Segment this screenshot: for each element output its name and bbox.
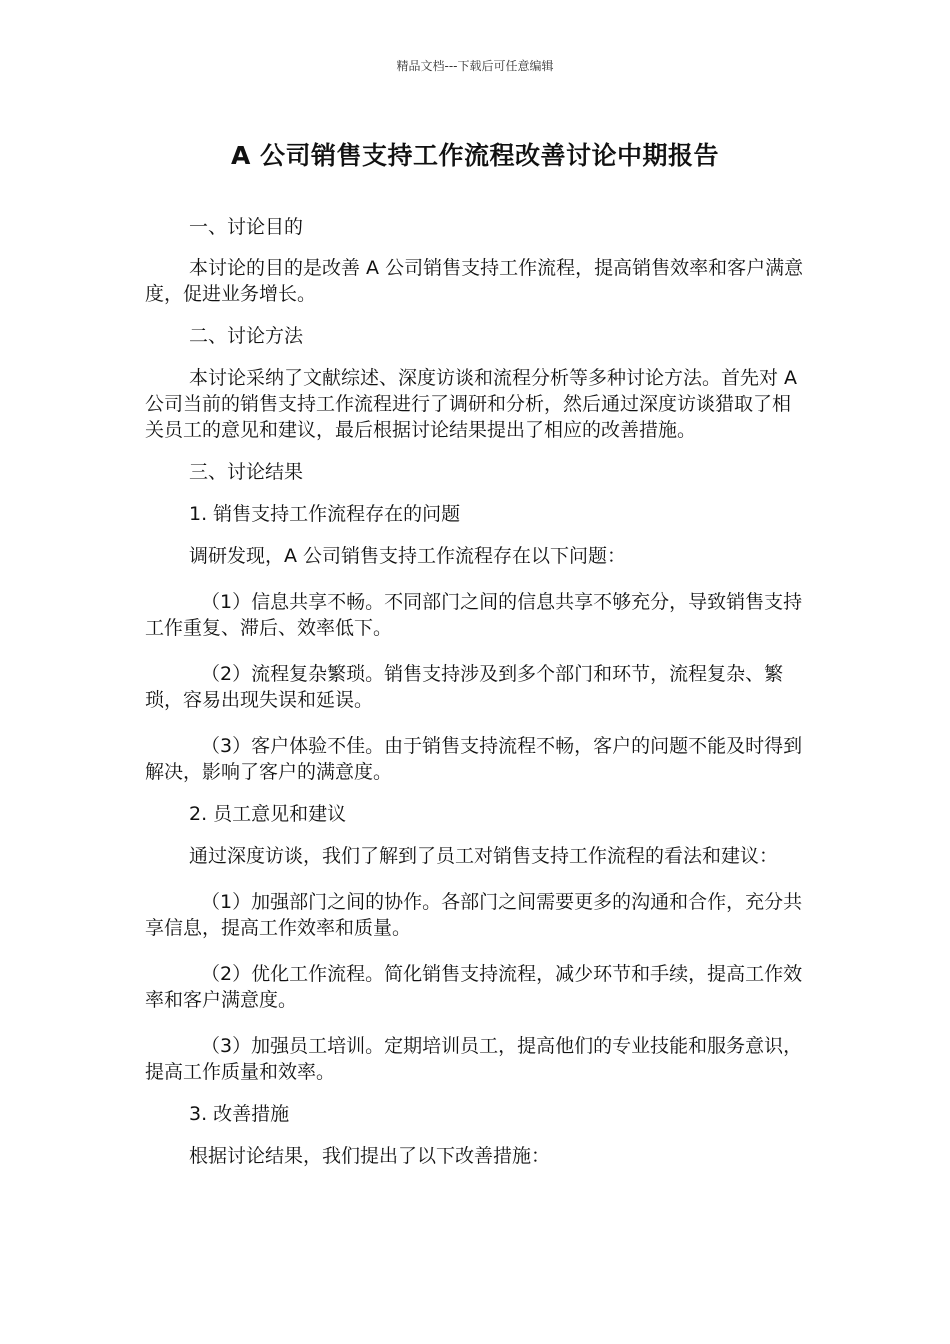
section-heading-results: 三、讨论结果 [189,461,304,483]
subheading-suggestions: 2. 员工意见和建议 [189,803,347,825]
paragraph-measures-intro: 根据讨论结果，我们提出了以下改善措施： [189,1145,551,1167]
paragraph-suggestions-intro: 通过深度访谈，我们了解到了员工对销售支持工作流程的看法和建议： [189,845,779,867]
paragraph-problems-intro: 调研发现，A 公司销售支持工作流程存在以下问题： [189,545,627,567]
list-item: （3）加强员工培训。定期培训员工，提高他们的专业技能和服务意识，提高工作质量和效率。 [145,1035,803,1083]
page-header: 精品文档---下载后可任意编辑 [396,59,554,73]
section-heading-purpose: 一、讨论目的 [189,216,304,238]
subheading-measures: 3. 改善措施 [189,1103,290,1125]
list-item: （1）信息共享不畅。不同部门之间的信息共享不够充分，导致销售支持工作重复、滞后、效率低下。 [145,591,803,639]
paragraph-method: 本讨论采纳了文献综述、深度访谈和流程分析等多种讨论方法。首先对 A 公司当前的销售支持工作流程进行了调研和分析，然后通过深度访谈猎取了相关员工的意见和建议，最后根据讨论结果提出了相应的改善措施。 [145,367,798,441]
subheading-problems: 1. 销售支持工作流程存在的问题 [189,503,461,525]
list-item: （1）加强部门之间的协作。各部门之间需要更多的沟通和合作，充分共享信息，提高工作效率和质量。 [145,891,803,939]
document-title: A 公司销售支持工作流程改善讨论中期报告 [230,141,720,170]
list-item: （2）优化工作流程。简化销售支持流程，减少环节和手续，提高工作效率和客户满意度。 [145,963,803,1011]
document-body [145,214,807,1169]
section-heading-method: 二、讨论方法 [189,325,304,347]
list-item: （3）客户体验不佳。由于销售支持流程不畅，客户的问题不能及时得到解决，影响了客户的满意度。 [145,735,803,783]
list-item: （2）流程复杂繁琐。销售支持涉及到多个部门和环节，流程复杂、繁琐，容易出现失误和延误。 [145,663,784,711]
paragraph-purpose: 本讨论的目的是改善 A 公司销售支持工作流程，提高销售效率和客户满意度，促进业务增长。 [145,257,804,305]
